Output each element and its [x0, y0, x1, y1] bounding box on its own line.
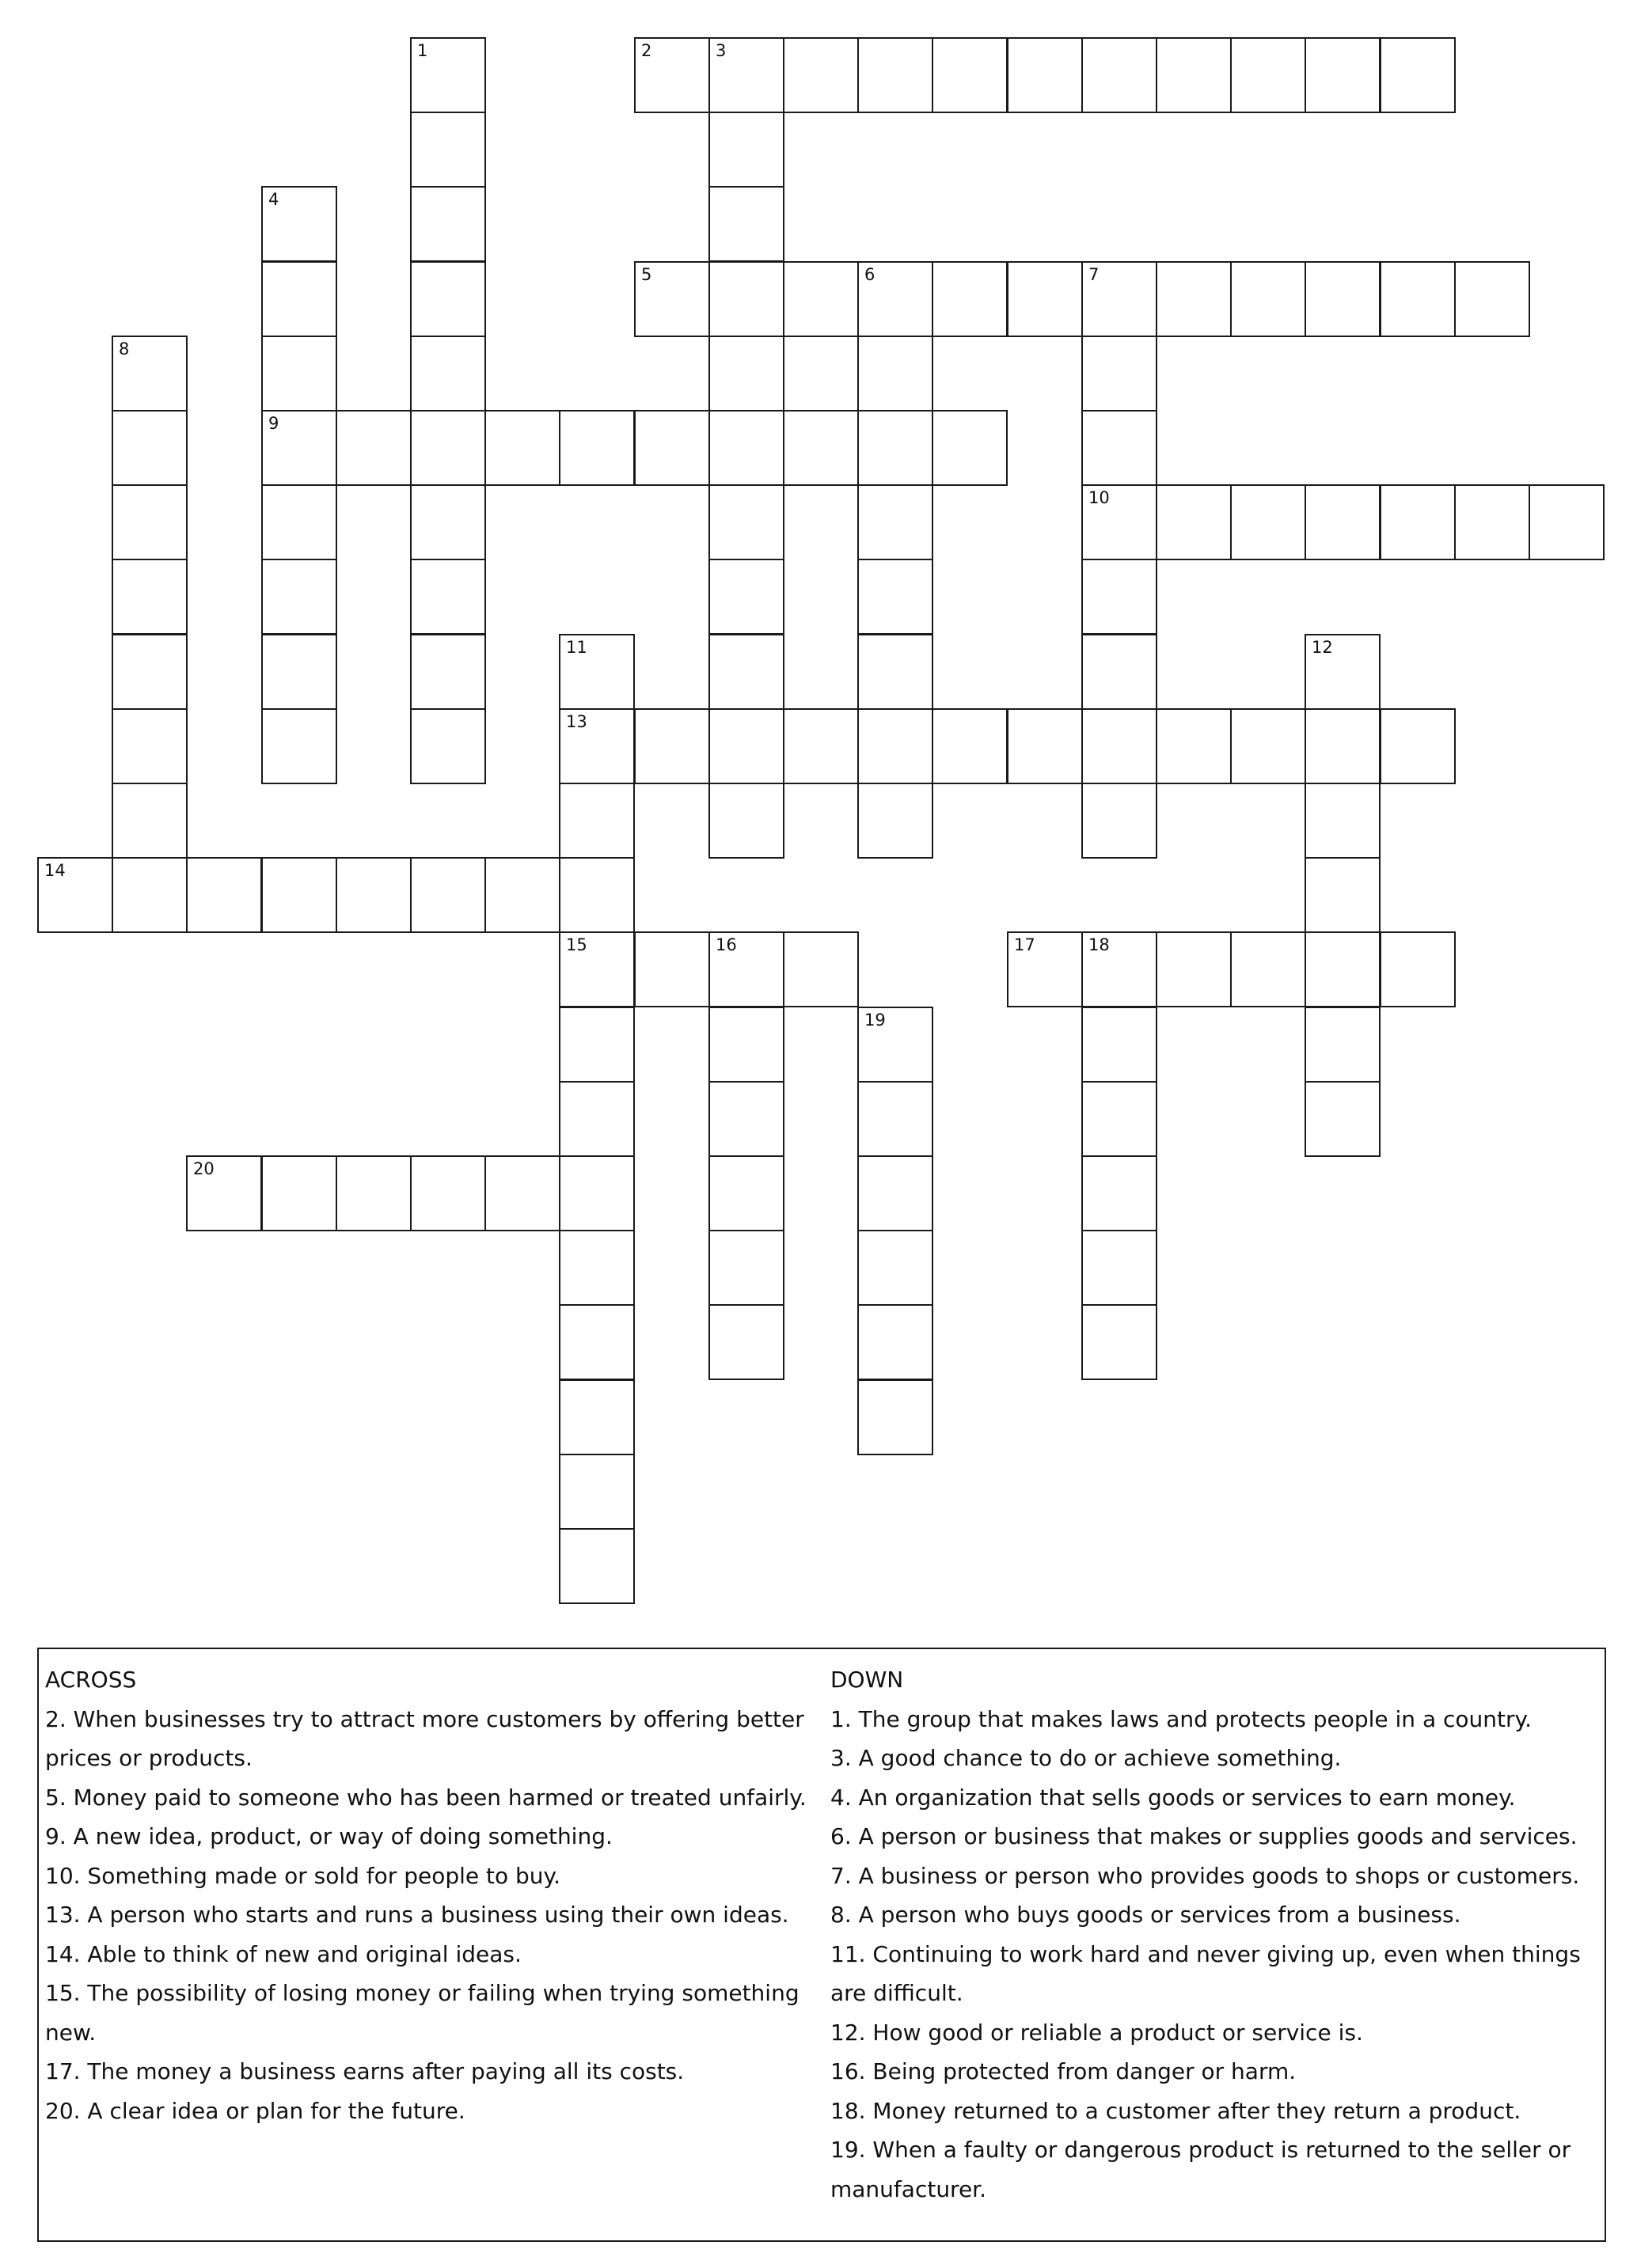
- down-clue: 16. Being protected from danger or harm.: [830, 2058, 1297, 2084]
- grid-cell[interactable]: [261, 261, 337, 337]
- down-clue: 8. A person who buys goods or services from a business.: [830, 1902, 1461, 1928]
- grid-cell[interactable]: [559, 1528, 635, 1604]
- grid-cell[interactable]: [1380, 708, 1456, 784]
- clue-number: 9: [268, 414, 279, 433]
- grid-cell[interactable]: [112, 634, 188, 710]
- clue-number: 14: [44, 861, 66, 880]
- clue-number: 4: [268, 190, 279, 209]
- grid-cell[interactable]: [708, 1081, 784, 1157]
- grid-cell[interactable]: [1230, 708, 1306, 784]
- grid-cell[interactable]: [1081, 708, 1157, 784]
- grid-cell[interactable]: [1230, 484, 1306, 560]
- grid-cell[interactable]: [484, 857, 560, 933]
- grid-cell[interactable]: [559, 783, 635, 859]
- down-clue: 12. How good or reliable a product or service is.: [830, 2019, 1363, 2046]
- grid-cell[interactable]: [708, 1304, 784, 1380]
- grid-cell[interactable]: [559, 1007, 635, 1083]
- grid-cell[interactable]: [708, 186, 784, 262]
- grid-cell[interactable]: [1305, 931, 1381, 1007]
- grid-cell[interactable]: [1305, 261, 1381, 337]
- grid-cell[interactable]: [559, 1454, 635, 1530]
- grid-cell[interactable]: [783, 261, 859, 337]
- grid-cell[interactable]: [1081, 1081, 1157, 1157]
- grid-cell[interactable]: [857, 1155, 933, 1231]
- clue-number: 5: [641, 265, 652, 284]
- grid-cell[interactable]: [857, 634, 933, 710]
- grid-cell[interactable]: [559, 857, 635, 933]
- clue-number: 16: [716, 935, 737, 954]
- grid-cell[interactable]: [261, 336, 337, 412]
- grid-cell[interactable]: [1081, 931, 1157, 1007]
- grid-cell[interactable]: [1454, 261, 1530, 337]
- grid-cell[interactable]: [261, 410, 337, 486]
- grid-cell[interactable]: [261, 857, 337, 933]
- grid-cell[interactable]: [112, 783, 188, 859]
- grid-cell[interactable]: [1454, 484, 1530, 560]
- grid-cell[interactable]: [1156, 931, 1232, 1007]
- grid-cell[interactable]: [559, 1230, 635, 1306]
- across-clue: 20. A clear idea or plan for the future.: [45, 2097, 465, 2124]
- grid-cell[interactable]: [783, 708, 859, 784]
- clue-number: 13: [566, 712, 587, 731]
- clue-number: 15: [566, 935, 587, 954]
- clue-number: 7: [1088, 265, 1100, 284]
- grid-cell[interactable]: [932, 37, 1008, 113]
- grid-cell[interactable]: [261, 708, 337, 784]
- grid-cell[interactable]: [857, 37, 933, 113]
- down-clue: 11. Continuing to work hard and never giving up, even when things are difficult.: [830, 1940, 1581, 2006]
- grid-cell[interactable]: [1305, 484, 1381, 560]
- clue-number: 6: [864, 265, 875, 284]
- across-clue: 14. Able to think of new and original ideas.: [45, 1940, 522, 1967]
- grid-cell[interactable]: [261, 559, 337, 635]
- grid-cell[interactable]: [708, 410, 784, 486]
- grid-cell[interactable]: [783, 37, 859, 113]
- grid-cell[interactable]: [1305, 1007, 1381, 1083]
- down-clue: 18. Money returned to a customer after they return a product.: [830, 2097, 1521, 2124]
- grid-cell[interactable]: [708, 1007, 784, 1083]
- grid-cell[interactable]: [1305, 1081, 1381, 1157]
- grid-cell[interactable]: [708, 336, 784, 412]
- grid-cell[interactable]: [634, 410, 710, 486]
- down-clues: [830, 1660, 1594, 2209]
- clue-number: 12: [1312, 638, 1333, 657]
- grid-cell[interactable]: [932, 261, 1008, 337]
- grid-cell[interactable]: [1081, 336, 1157, 412]
- grid-cell[interactable]: [410, 634, 486, 710]
- grid-cell[interactable]: [336, 1155, 412, 1231]
- grid-cell[interactable]: [559, 1304, 635, 1380]
- grid-cell[interactable]: [1305, 708, 1381, 784]
- grid-cell[interactable]: [857, 484, 933, 560]
- grid-cell[interactable]: [559, 634, 635, 710]
- across-clue: 10. Something made or sold for people to buy.: [45, 1862, 561, 1889]
- grid-cell[interactable]: [1156, 484, 1232, 560]
- grid-cell[interactable]: [634, 931, 710, 1007]
- grid-cell[interactable]: [1007, 37, 1083, 113]
- grid-cell[interactable]: [1007, 261, 1083, 337]
- grid-cell[interactable]: [857, 1230, 933, 1306]
- grid-cell[interactable]: [559, 410, 635, 486]
- grid-cell[interactable]: [634, 708, 710, 784]
- grid-cell[interactable]: [336, 410, 412, 486]
- down-clue: 19. When a faulty or dangerous product is returned to the seller or manufacturer.: [830, 2137, 1571, 2202]
- clue-number: 1: [417, 41, 428, 60]
- grid-cell[interactable]: [634, 261, 710, 337]
- clue-box: [37, 1648, 1606, 2242]
- grid-cell[interactable]: [112, 336, 188, 412]
- grid-cell[interactable]: [1081, 484, 1157, 560]
- grid-cell[interactable]: [1230, 931, 1306, 1007]
- grid-cell[interactable]: [1380, 37, 1456, 113]
- grid-cell[interactable]: [857, 410, 933, 486]
- grid-cell[interactable]: [1081, 410, 1157, 486]
- grid-cell[interactable]: [857, 1007, 933, 1083]
- grid-cell[interactable]: [410, 559, 486, 635]
- grid-cell[interactable]: [186, 857, 262, 933]
- grid-cell[interactable]: [410, 857, 486, 933]
- down-clue: 7. A business or person who provides goods to shops or customers.: [830, 1862, 1580, 1889]
- clue-number: 19: [864, 1011, 886, 1030]
- across-clue: 9. A new idea, product, or way of doing something.: [45, 1823, 613, 1849]
- grid-cell[interactable]: [410, 1155, 486, 1231]
- grid-cell[interactable]: [559, 1155, 635, 1231]
- grid-cell[interactable]: [1081, 37, 1157, 113]
- grid-cell[interactable]: [261, 484, 337, 560]
- grid-cell[interactable]: [410, 484, 486, 560]
- grid-cell[interactable]: [559, 1379, 635, 1455]
- across-heading: ACROSS: [45, 1667, 137, 1693]
- grid-cell[interactable]: [1081, 1230, 1157, 1306]
- grid-cell[interactable]: [1156, 708, 1232, 784]
- grid-cell[interactable]: [708, 559, 784, 635]
- grid-cell[interactable]: [634, 37, 710, 113]
- grid-cell[interactable]: [559, 1081, 635, 1157]
- clue-number: 8: [119, 339, 130, 358]
- grid-cell[interactable]: [857, 336, 933, 412]
- grid-cell[interactable]: [857, 1081, 933, 1157]
- grid-cell[interactable]: [708, 484, 784, 560]
- across-clue: 2. When businesses try to attract more customers by offering better prices or products.: [45, 1705, 804, 1771]
- grid-cell[interactable]: [1156, 261, 1232, 337]
- across-clue: 15. The possibility of losing money or failing when trying something new.: [45, 1980, 800, 2046]
- grid-cell[interactable]: [261, 634, 337, 710]
- grid-cell[interactable]: [1305, 37, 1381, 113]
- clue-number: 17: [1014, 935, 1035, 954]
- grid-cell[interactable]: [857, 1304, 933, 1380]
- grid-cell[interactable]: [708, 708, 784, 784]
- grid-cell[interactable]: [1380, 261, 1456, 337]
- grid-cell[interactable]: [1156, 37, 1232, 113]
- down-clue: 1. The group that makes laws and protects people in a country.: [830, 1705, 1532, 1732]
- grid-cell[interactable]: [783, 410, 859, 486]
- grid-cell[interactable]: [1081, 1007, 1157, 1083]
- grid-cell[interactable]: [336, 857, 412, 933]
- grid-cell[interactable]: [708, 634, 784, 710]
- grid-cell[interactable]: [410, 186, 486, 262]
- grid-cell[interactable]: [37, 857, 113, 933]
- grid-cell[interactable]: [857, 783, 933, 859]
- grid-cell[interactable]: [261, 1155, 337, 1231]
- grid-cell[interactable]: [261, 186, 337, 262]
- grid-cell[interactable]: [559, 931, 635, 1007]
- grid-cell[interactable]: [1081, 783, 1157, 859]
- down-clue: 3. A good chance to do or achieve something.: [830, 1745, 1342, 1771]
- grid-cell[interactable]: [708, 783, 784, 859]
- grid-cell[interactable]: [708, 261, 784, 337]
- grid-cell[interactable]: [1081, 559, 1157, 635]
- grid-cell[interactable]: [112, 857, 188, 933]
- grid-cell[interactable]: [410, 261, 486, 337]
- grid-cell[interactable]: [1081, 261, 1157, 337]
- grid-cell[interactable]: [932, 410, 1008, 486]
- grid-cell[interactable]: [857, 559, 933, 635]
- grid-cell[interactable]: [708, 1155, 784, 1231]
- grid-cell[interactable]: [708, 112, 784, 188]
- down-clue: 6. A person or business that makes or supplies goods and services.: [830, 1823, 1578, 1849]
- grid-cell[interactable]: [410, 708, 486, 784]
- grid-cell[interactable]: [708, 37, 784, 113]
- grid-cell[interactable]: [1081, 634, 1157, 710]
- across-clue: 5. Money paid to someone who has been harmed or treated unfairly.: [45, 1784, 807, 1811]
- across-clue: 17. The money a business earns after paying all its costs.: [45, 2058, 685, 2084]
- down-heading: DOWN: [830, 1667, 904, 1693]
- grid-cell[interactable]: [484, 410, 560, 486]
- clue-number: 3: [716, 41, 727, 60]
- clue-number: 18: [1088, 935, 1110, 954]
- grid-cell[interactable]: [1305, 783, 1381, 859]
- grid-cell[interactable]: [112, 410, 188, 486]
- grid-cell[interactable]: [1230, 261, 1306, 337]
- grid-cell[interactable]: [1230, 37, 1306, 113]
- grid-cell[interactable]: [410, 37, 486, 113]
- grid-cell[interactable]: [112, 484, 188, 560]
- clue-number: 11: [566, 638, 587, 657]
- grid-cell[interactable]: [410, 112, 486, 188]
- grid-cell[interactable]: [857, 1379, 933, 1455]
- grid-cell[interactable]: [1380, 931, 1456, 1007]
- clue-number: 10: [1088, 488, 1110, 507]
- grid-cell[interactable]: [484, 1155, 560, 1231]
- down-clue: 4. An organization that sells goods or services to earn money.: [830, 1784, 1516, 1811]
- across-clues: [45, 1660, 819, 2130]
- grid-cell[interactable]: [1305, 857, 1381, 933]
- grid-cell[interactable]: [559, 708, 635, 784]
- grid-cell[interactable]: [783, 931, 859, 1007]
- clue-number: 20: [193, 1159, 215, 1178]
- grid-cell[interactable]: [708, 931, 784, 1007]
- grid-cell[interactable]: [186, 1155, 262, 1231]
- grid-cell[interactable]: [410, 410, 486, 486]
- grid-cell[interactable]: [410, 336, 486, 412]
- across-clue: 13. A person who starts and runs a business using their own ideas.: [45, 1902, 789, 1928]
- grid-cell[interactable]: [1007, 931, 1083, 1007]
- clue-number: 2: [641, 41, 652, 60]
- grid-cell[interactable]: [857, 261, 933, 337]
- grid-cell[interactable]: [857, 708, 933, 784]
- grid-cell[interactable]: [1380, 484, 1456, 560]
- grid-cell[interactable]: [112, 708, 188, 784]
- grid-cell[interactable]: [1305, 634, 1381, 710]
- grid-cell[interactable]: [932, 708, 1008, 784]
- grid-cell[interactable]: [1529, 484, 1605, 560]
- grid-cell[interactable]: [1007, 708, 1083, 784]
- grid-cell[interactable]: [112, 559, 188, 635]
- grid-cell[interactable]: [1081, 1155, 1157, 1231]
- grid-cell[interactable]: [1081, 1304, 1157, 1380]
- grid-cell[interactable]: [708, 1230, 784, 1306]
